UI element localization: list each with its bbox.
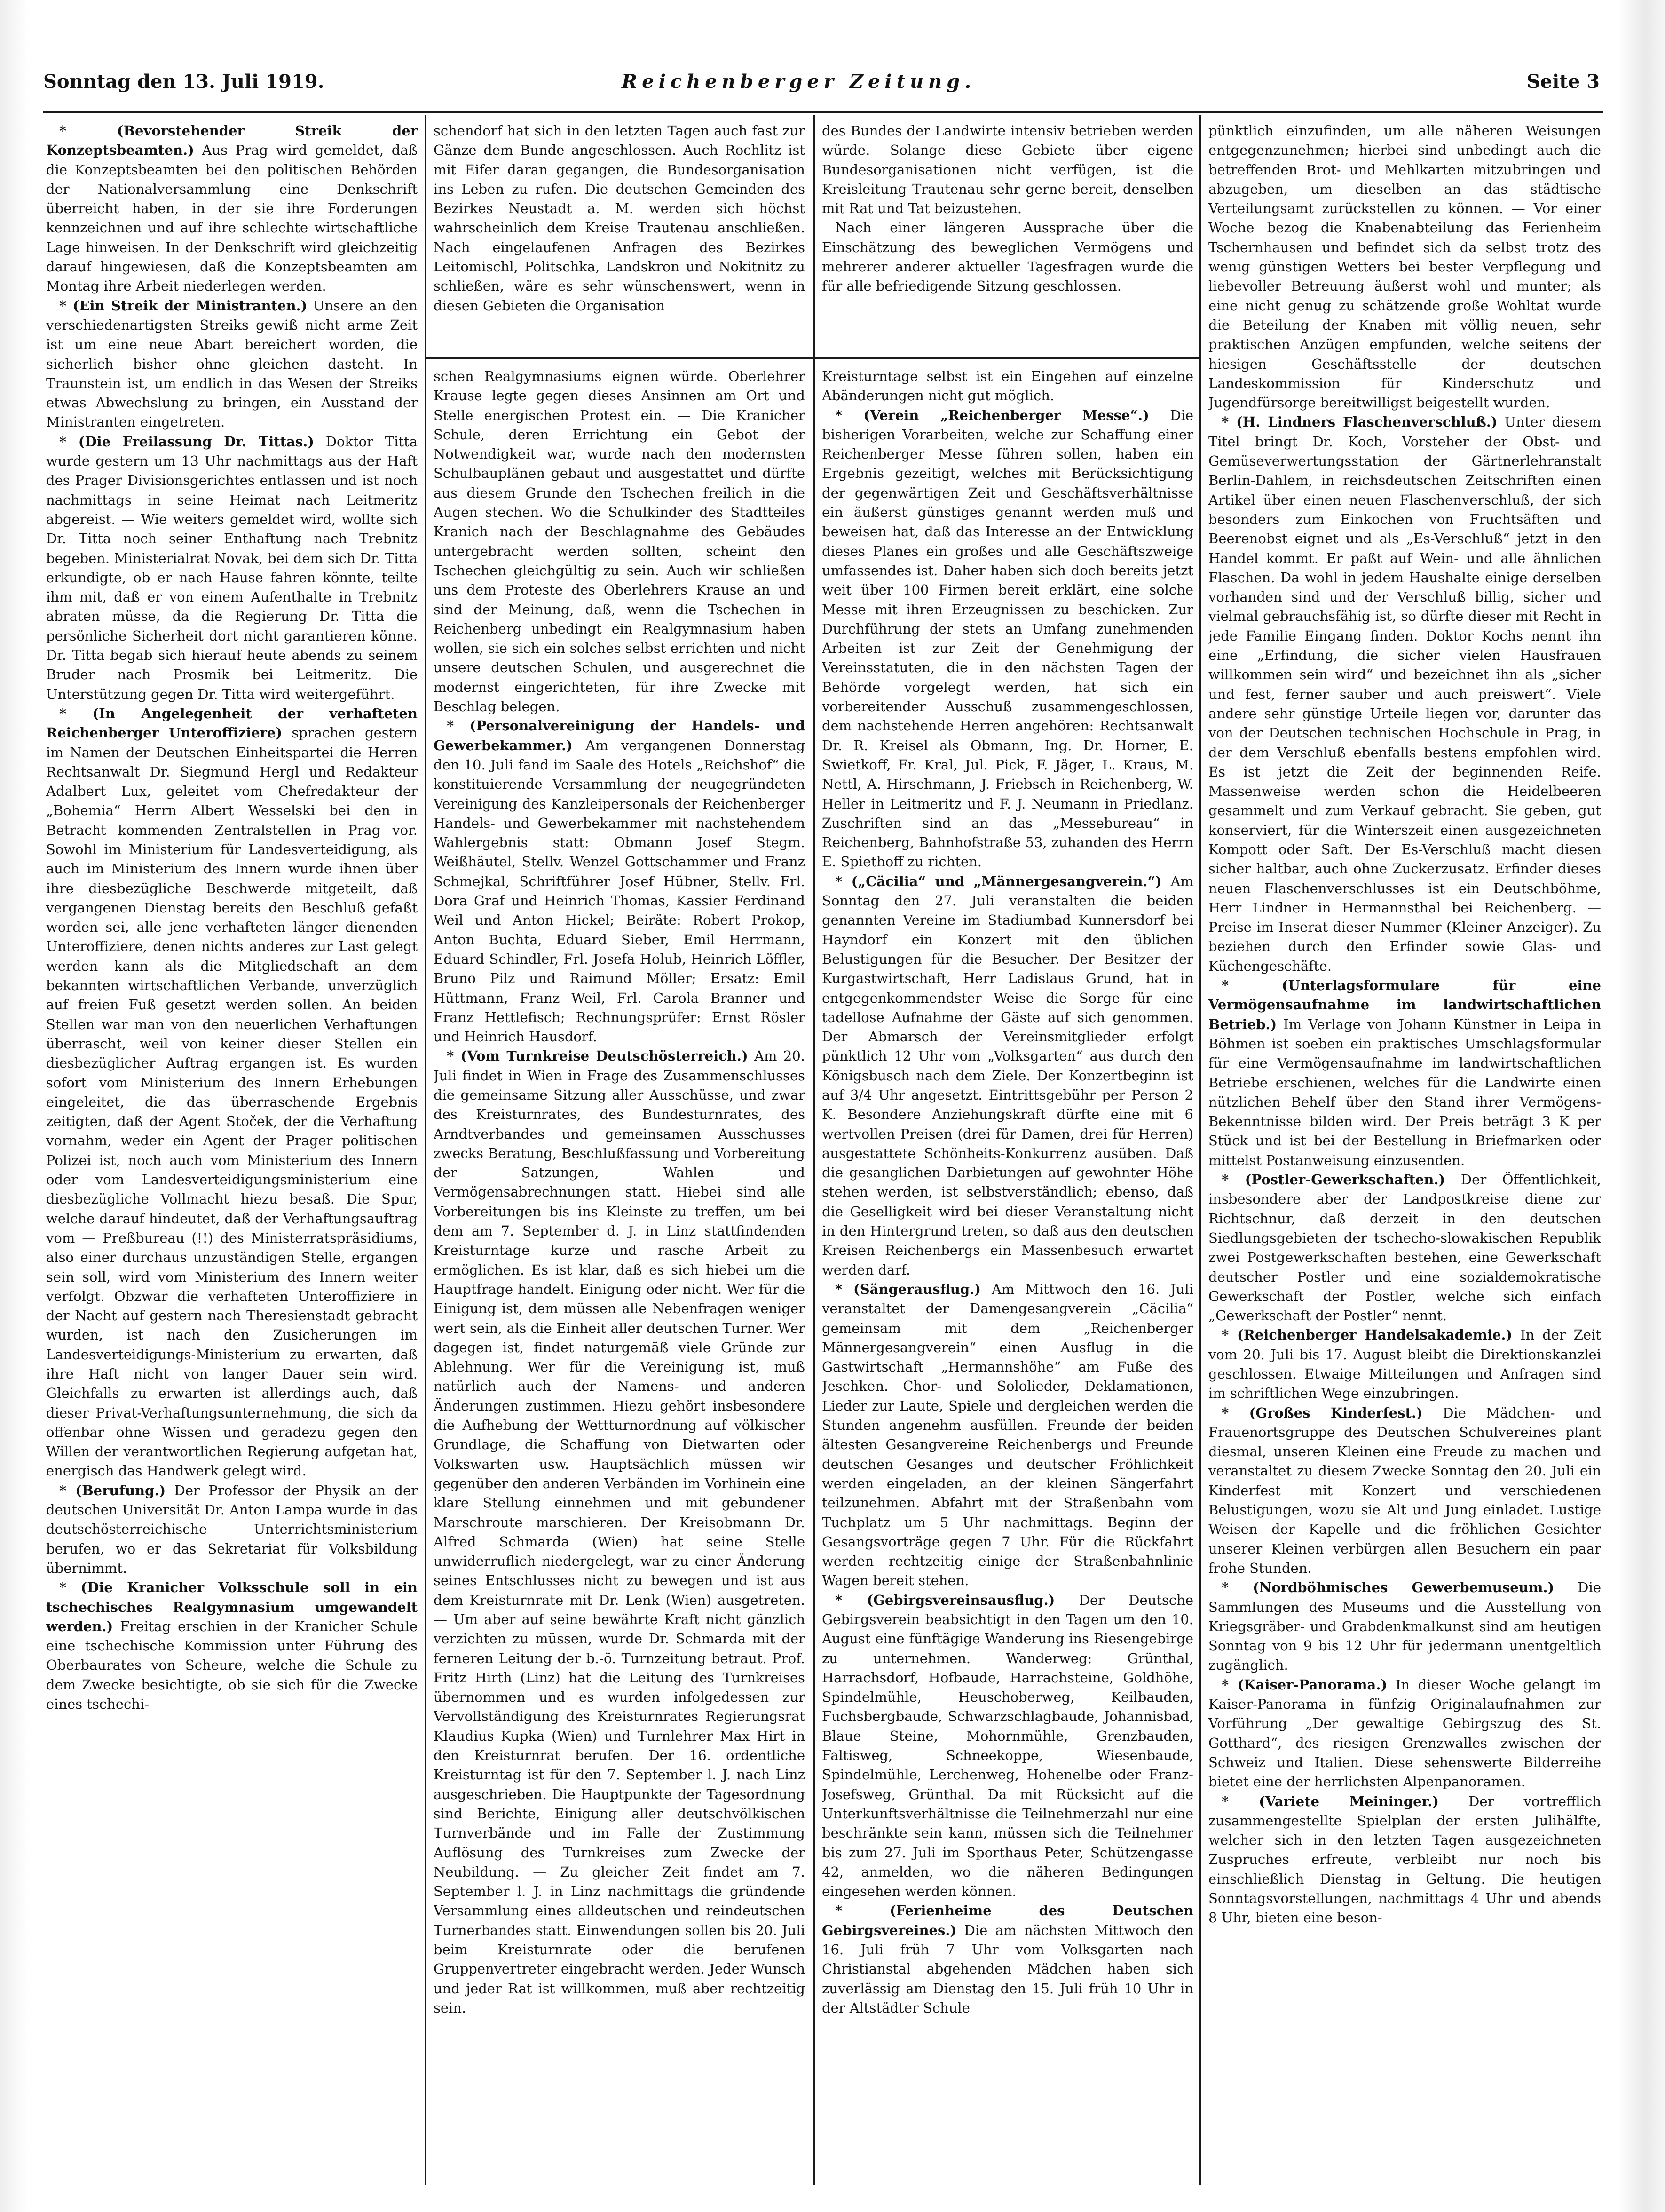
article-text: Der Deutsche Gebirgsverein beabsichtigt in den Tagen um den 10. August eine fünftägige Wanderung ins Riesengebirge zu unternehmen. Wanderweg: Grünthal, Harrachsdorf, Hofbaude, Harrachsteine, Goldhöhe, Spindelmühle, Heuschoberweg, Keilbauden, Fuchsbergbaude, Schwarzschlagbaude, Johannisbad, Blaue Steine, Mohornmühle, Grenzbauden, Faltisweg, Schneekoppe, Wiesenbaude, Spindelmühle, Lerchenweg, Hohenelbe oder Franz-Josefsweg, Grünthal. Da mit Rücksicht auf die Unterkunftsverhältnisse die Teilnehmerzahl nur eine beschränkte sein kann, müssen sich die Teilnehmer bis zum 27. Juli im Sporthaus Peter, Schützengasse 42, anmelden, wo die näheren Bedingungen eingesehen werden können. [822,1592,1193,1900]
article-text: In der Zeit vom 20. Juli bis 17. August bleibt die Direktionskanzlei geschlossen. Etwaige Mitteilungen und Anfragen sind im schriftlichen Wege einzubringen. [1208,1327,1601,1402]
article-heading: * (Unterlagsformulare für eine Vermögensaufnahme im landwirtschaftlichen Betrieb.) [1208,977,1601,1032]
article-paragraph [1208,1170,1601,1325]
article-text: Unter diesem Titel bringt Dr. Koch, Vorsteher der Obst- und Gemüseverwertungsstation der Gärtnerlehranstalt Berlin-Dahlem, in reichsdeutschen Zeitschriften einen Artikel über einen neuen Flaschenverschluß, der sich besonders zum Einkochen von Fruchtsäften und Beerenobst eignet und als „Es-Verschluß“ jetzt in den Handel kommt. Er paßt auf Wein- und alle ähnlichen Flaschen. Da wohl in jedem Haushalte einige derselben vorhanden sind und der Verschluß billig, sicher und vielmal gebrauchsfähig ist, so dürfte dieser mit Recht in jede Familie Eingang finden. Doktor Kochs nennt ihn eine „Erfindung, die sicher vielen Hausfrauen willkommen sein wird“ und bezeichnet ihn als „sicher und fest, ferner sauber und auch preiswert“. Viele andere sehr günstige Urteile liegen vor, darunter das von der Deutschen technischen Hochschule in Prag, in der dem Verschluß ebenfalls bestens empfohlen wird. Es ist jetzt die Zeit der beginnenden Reife. Massenweise werden schon die Heidelbeeren gesammelt und zum Verkauf gebracht. Sie geben, gut konserviert, für die Winterszeit einen ausgezeichneten Kompott oder Saft. Der Es-Verschluß macht diesen sicher haltbar, auch ohne Zuckerzusatz. Erfinder dieses neuen Flaschenverschlusses ist ein Deutschböhme, Herr Lindner in Hermannsthal bei Reichenberg. — Preise im Inserat dieser Nummer (Kleiner Anzeiger). Zu beziehen durch den Erfinder sowie Glas- und Küchengeschäfte. [1208,414,1601,974]
article-text: schen Realgymnasiums eignen würde. Oberlehrer Krause legte gegen dieses Ansinnen am Ort und Stelle energischen Protest ein. — Die Kranicher Schule, deren Errichtung ein Gebot der Notwendigkeit war, wurde nach den modernsten Schulbauplänen gebaut und ausgestattet und dürfte aus diesem Grunde den Tschechen freilich in die Augen stechen. Wo die Schulkinder des Stadtteiles Kranich nach der Beschlagnahme des Gebäudes untergebracht werden sollten, scheint den Tschechen gleichgültig zu sein. Auch wir schließen uns dem Proteste des Oberlehrers Krause an und sind der Meinung, daß, wenn die Tschechen in Reichenberg unbedingt ein Realgymnasium haben wollen, sie sich ein solches selbst errichten und nicht unsere deutschen Schulen, und ausgerechnet die modernst eingerichteten, für ihre Zwecke mit Beschlag belegen. [434,368,805,715]
article-text: Unsere an den verschiedenartigsten Streiks gewiß nicht arme Zeit ist um eine neue Abart bereichert worden, die sicherlich bisher ohne gleichen dasteht. In Traunstein ist, um endlich in das Wesen der Streiks etwas Abwechslung zu bringen, ein Ausstand der Ministranten eingetreten. [46,297,418,430]
article-text: sprachen gestern im Namen der Deutschen Einheitspartei die Herren Rechtsanwalt Dr. Siegmund Hergl und Redakteur Adalbert Lux, geleitet vom Chefredakteur der „Bohemia“ Herrn Albert Wesselski bei den in Betracht kommenden Zentralstellen in Prag vor. Sowohl im Ministerium für Landesverteidigung, als auch im Ministerium des Innern wurde ihnen über ihre diesbezügliche Beschwerde mitgeteilt, daß vergangenen Dienstag bereits den Beschluß gefaßt worden sei, alle jene verhafteten länger dienenden Unteroffiziere, denen nichts anderes zur Last gelegt werden kann als die Mitgliedschaft an dem bekannten wirtschaftlichen Verbande, unverzüglich auf freien Fuß gesetzt werden sollen. An beiden Stellen war man von den neuerlichen Verhaftungen überrascht, weil von keiner dieser Stellen ein diesbezüglicher Auftrag ergangen ist. Es wurden sofort vom Ministerium des Innern Erhebungen eingeleitet, die das überraschende Ergebnis zeitigten, daß der Agent Stoček, der die Verhaftung vornahm, weder ein Agent der Prager politischen Polizei ist, noch auch vom Ministerium des Innern oder vom Landesverteidigungsministerium eine diesbezügliche Vollmacht hiezu besaß. Die Spur, welche darauf hindeutet, daß der Verhaftungsauftrag vom — Preßbureau (!!) des Ministerratspräsidiums, also einer durchaus unzuständigen Stelle, ergangen sein soll, wird vom Ministerium des Innern weiter verfolgt. Obzwar die verhafteten Unteroffiziere in der Nacht auf gestern nach Theresienstadt gebracht wurden, ist nach den Zusicherungen im Landesverteidigungs-Ministerium zu erwarten, daß ihre Haft nicht von langer Dauer sein wird. Gleichfalls zu erwarten ist allerdings auch, daß dieser Privat-Verhaftungsunternehmung, die sich da offenbar ohne Wissen und geradezu gegen den Willen der verantwortlichen Regierung aufgetan hat, energisch das Handwerk gelegt wird. [46,725,418,1479]
article-heading: * (Die Freilassung Dr. Tittas.) [59,433,314,450]
article-paragraph [46,121,418,296]
article-heading: * (Verein „Reichenberger Messe“.) [835,407,1149,423]
article-paragraph [822,218,1193,296]
article-paragraph [1208,121,1601,412]
article-text: pünktlich einzufinden, um alle näheren Weisungen entgegenzunehmen; hierbei sind unbedingt auch die betreffenden Brot- und Mehlkarten mitzubringen und abzugeben, um dieselben an das städtische Verteilungsamt zurückstellen zu können. — Vor einer Woche bezog die Knabenabteilung das Ferienheim Tschernhausen und befindet sich da selbst trotz des wenig günstigen Wetters bei bester Verpflegung und liebevoller Betreuung äußerst wohl und munter; als eine nicht genug zu schätzende große Wohltat wurde die Beteilung der Knaben mit völlig neuen, sehr praktischen Anzügen empfunden, welche seitens der hiesigen Geschäftsstelle der deutschen Landeskommission für Kinderschutz und Jugendfürsorge bereitwilligst beigestellt wurden. [1208,123,1601,411]
article-paragraph [46,1578,418,1714]
column-1 [46,121,418,2188]
article-heading: * (Personalvereinigung der Handels- und Gewerbekammer.) [434,718,805,753]
article-text: Freitag erschien in der Kranicher Schule eine tschechische Kommission unter Führung des Oberbaurates von Scheure, welche die Schule zu dem Zwecke besichtigte, ob sie sich für die Zwecke eines tschechi- [46,1618,418,1713]
article-heading: * (Berufung.) [59,1482,166,1498]
column-3-top [822,121,1193,352]
article-paragraph [1208,1675,1601,1792]
article-heading: * (In Angelegenheit der verhafteten Reichenberger Unteroffiziere) [46,705,418,741]
article-heading: * (Kaiser-Panorama.) [1222,1676,1388,1693]
article-paragraph [1208,1403,1601,1578]
article-text: Im Verlage von Johann Künstner in Leipa in Böhmen ist soeben ein praktisches Umschlagsformular für eine Vermögensaufnahme im landwirtschaftlichen Betriebe erschienen, welches für die Landwirte einen nützlichen Behelf über den Stand ihrer Vermögens-Bekenntnisse bilden wird. Der Preis beträgt 3 K per Stück und ist bei der Bestellung in Briefmarken oder mittelst Postanweisung einzusenden. [1208,1016,1601,1168]
article-text: Aus Prag wird gemeldet, daß die Konzeptsbeamten bei den politischen Behörden der Nationalversammlung eine Denkschrift überreicht haben, in der sie ihre Forderungen kennzeichnen und auf ihre schlechte wirtschaftliche Lage hinweisen. In der Denkschrift wird gleichzeitig darauf hingewiesen, daß die Konzeptsbeamten am Montag ihre Arbeit niederlegen werden. [46,142,418,294]
section-rule [426,357,1199,359]
article-text: Am vergangenen Donnerstag den 10. Juli fand im Saale des Hotels „Reichshof“ die konstituierende Versammlung der neugegründeten Vereinigung des Kanzleipersonals der Reichenberger Handels- und Gewerbekammer mit nachstehendem Wahlergebnis statt: Obmann Josef Stegm. Weißhäutel, Stellv. Wenzel Gottschammer und Franz Schmejkal, Schriftführer Josef Hübner, Stellv. Frl. Dora Graf und Heinrich Thomas, Kassier Ferdinand Weil und Anton Hickel; Beiräte: Robert Prokop, Anton Buchta, Eduard Sieber, Emil Herrmann, Eduard Schindler, Frl. Josefa Holub, Heinrich Löffler, Bruno Pilz und Raimund Möller; Ersatz: Emil Hüttmann, Franz Weil, Frl. Carola Branner und Franz Hettlefisch; Rechnungsprüfer: Ernst Rösler und Heinrich Hausdorf. [434,737,805,1045]
article-paragraph [1208,976,1601,1170]
article-text: Am 20. Juli findet in Wien in Frage des Zusammenschlusses die gemeinsame Sitzung aller Ausschüsse, und zwar des Kreisturnrates, des Bundesturnrates, des Arndtverbandes und gemeinsamen Ausschusses zwecks Beratung, Beschlußfassung und Vorbereitung der Satzungen, Wahlen und Vermögensabrechnungen statt. Hiebei sind alle Vorbereitungen bis ins Kleinste zu treffen, um bei dem am 7. September d. J. in Linz stattfindenden Kreisturntage kurze und rasche Arbeit zu ermöglichen. Es ist klar, daß es sich hiebei um die Hauptfrage handelt. Einigung oder nicht. Wer für die Einigung ist, dem müssen alle Nebenfragen weniger wert sein, als die Einheit aller deutschen Turner. Wer dagegen ist, findet naturgemäß viele Gründe zur Ablehnung. Wer für die Vereinigung ist, muß natürlich auch der Namens- und anderen Änderungen zustimmen. Hiezu gehört insbesondere die Aufhebung der Wettturnordnung auf völkischer Grundlage, die Schaffung von Dietwarten oder Volkswarten usw. Hauptsächlich müssen wir gegenüber den anderen Verbänden im Vorhinein eine klare Stellung einnehmen und mit gebundener Marschroute marschieren. Der Kreisobmann Dr. Alfred Schmarda (Wien) hat seine Stelle unwiderruflich niedergelegt, war zu einer Änderung seines Entschlusses nicht zu bewegen und ist aus dem Kreisturnrate mit Dr. Lenk (Wien) ausgetreten. — Um aber auf seine bewährte Kraft nicht gänzlich verzichten zu müssen, wurde Dr. Schmarda mit der ferneren Leitung der b.-ö. Turnzeitung betraut. Prof. Fritz Hirth (Linz) hat die Leitung des Turnkreises übernommen und es wurden infolgedessen zur Vervollständigung des Kreisturnrates Regierungsrat Klaudius Kupka (Wien) und Turnlehrer Max Hirt in den Kreisturnrat berufen. Der 16. ordentliche Kreisturntag ist für den 7. September l. J. nach Linz ausgeschrieben. Die Hauptpunkte der Tagesordnung sind Berichte, Einigung aller deutschvölkischen Turnverbände und im Falle der Zustimmung Auflösung des Turnkreises zum Zwecke der Neubildung. — Zu gleicher Zeit findet am 7. September l. J. in Linz nachmittags die gründende Versammlung eines alldeutschen und reindeutschen Turnerbandes statt. Einwendungen sollen bis 20. Juli beim Kreisturnrate oder die berufenen Gruppenvertreter eingebracht werden. Jeder Wunsch und jeder Rat ist willkommen, muß aber rechtzeitig sein. [434,1048,805,2016]
column-rule-3 [1199,115,1201,2185]
article-paragraph [822,1280,1193,1591]
article-paragraph [1208,412,1601,976]
article-paragraph [434,367,805,716]
article-heading: * (Reichenberger Handelsakademie.) [1222,1327,1513,1343]
article-heading: * (H. Lindners Flaschenverschluß.) [1222,414,1498,430]
article-heading: * (Ein Streik der Ministranten.) [59,297,308,314]
column-2-top [434,121,805,352]
article-paragraph [822,406,1193,872]
article-heading: * („Cäcilia“ und „Männergesangverein.“) [835,873,1162,889]
article-heading: * (Bevorstehender Streik der Konzeptsbeamten.) [46,123,418,159]
article-paragraph [822,872,1193,1280]
article-paragraph [46,296,418,432]
scan-right-edge [1618,0,1665,2212]
column-2 [434,367,805,2188]
article-paragraph [1208,1325,1601,1403]
scan-left-edge [0,0,28,2212]
article-paragraph [434,121,805,316]
article-paragraph [46,704,418,1481]
column-rule-2 [813,115,815,2185]
article-paragraph [822,1591,1193,1902]
article-heading: * (Gebirgsvereinsausflug.) [835,1592,1055,1608]
article-heading: * (Sängerausflug.) [835,1281,981,1297]
header-page-number: Seite 3 [1526,71,1600,93]
article-heading: * (Nordböhmisches Gewerbemuseum.) [1222,1579,1555,1596]
article-heading: * (Variete Meininger.) [1222,1793,1439,1809]
article-text: Am Mittwoch den 16. Juli veranstaltet der Damengesangverein „Cäcilia“ gemeinsam mit dem „Reichenberger Männergesangverein“ einen Ausflug in die Gastwirtschaft „Hermannshöhe“ am Fuße des Jeschken. Chor- und Sololieder, Deklamationen, Lieder zur Laute, Spiele und dergleichen werden die Stunden angenehm ausfüllen. Freunde der beiden ältesten Gesangvereine Reichenbergs und Freunde deutschen Gesanges und deutscher Fröhlichkeit werden eingeladen, an der kleinen Sängerfahrt teilzunehmen. Abfahrt mit der Straßenbahn vom Tuchplatz um 5 Uhr nachmittags. Beginn der Gesangsvorträge gegen 7 Uhr. Für die Rückfahrt werden rechtzeitig einige der Straßenbahnlinie Wagen bereit stehen. [822,1281,1193,1589]
column-4 [1208,121,1601,2188]
header-title: Reichenberger Zeitung. [622,71,976,93]
article-paragraph [822,121,1193,218]
article-paragraph [1208,1578,1601,1675]
article-heading: * (Postler-Gewerkschaften.) [1222,1172,1445,1188]
article-text: des Bundes der Landwirte intensiv betrieben werden würde. Solange diese Gebiete über eigene Bundesorganisationen nicht verfügen, ist die Kreisleitung Trautenau sehr gerne bereit, denselben mit Rat und Tat beizustehen. [822,123,1193,217]
article-heading: * (Ferienheime des Deutschen Gebirgsvereines.) [822,1903,1193,1938]
article-text: Nach einer längeren Aussprache über die Einschätzung des beweglichen Vermögens und mehrerer anderer aktueller Tagesfragen wurde die für alle befriedigende Sitzung geschlossen. [822,220,1193,294]
article-text: Der vortrefflich zusammengestellte Spielplan der ersten Julihälfte, welcher sich in den letzten Tagen ausgezeichneten Zuspruches erfreute, verbleibt nur noch bis einschließlich Dienstag in Geltung. Die heutigen Sonntagsvorstellungen, nachmittags 4 Uhr und abends 8 Uhr, bieten eine beson- [1208,1793,1601,1926]
article-text: schendorf hat sich in den letzten Tagen auch fast zur Gänze dem Bunde angeschlossen. Auch Rochlitz ist mit Eifer daran gegangen, die Bundesorganisation ins Leben zu rufen. Die deutschen Gemeinden des Bezirkes Neustadt a. M. werden sich höchst wahrscheinlich dem Kreise Trautenau anschließen. Nach eingelaufenen Anfragen des Bezirkes Leitomischl, Politschka, Landskron und Nokitnitz zu schließen, wäre es sehr wünschenswert, wenn in diesen Gebieten die Organisation [434,123,805,314]
article-text: In dieser Woche gelangt im Kaiser-Panorama in fünfzig Originalaufnahmen zur Vorführung „Der gewaltige Gebirgszug des St. Gotthard“, des riesigen Grenzwalles zwischen der Schweiz und Italien. Diese sehenswerte Bilderreihe bietet eine der herrlichsten Alpenpanoramen. [1208,1676,1601,1790]
article-text: Kreisturntage selbst ist ein Eingehen auf einzelne Abänderungen nicht gut möglich. [822,368,1193,404]
article-heading: * (Die Kranicher Volksschule soll in ein tschechisches Realgymnasium umgewandelt werden.) [46,1579,418,1634]
article-text: Doktor Titta wurde gestern um 13 Uhr nachmittags aus der Haft des Prager Divisionsgerichtes entlassen und ist noch nachmittags in seine Heimat nach Leitmeritz abgereist. — Wie weiters gemeldet wird, wollte sich Dr. Titta noch seiner Enthaftung nach Trebnitz begeben. Ministerialrat Novak, bei dem sich Dr. Titta erkundigte, ob er nach Hause fahren könnte, teilte ihm mit, daß er von einem Aufenthalte in Trebnitz abraten müsse, da die Regierung Dr. Titta die persönliche Sicherheit dort nicht garantieren könne. Dr. Titta begab sich hierauf heute abends zu seinem Bruder nach Prosmik bei Leitmeritz. Die Unterstützung gegen Dr. Titta wird weitergeführt. [46,433,418,702]
article-text: Am Sonntag den 27. Juli veranstalten die beiden genannten Vereine im Stadiumbad Kunnersdorf bei Hayndorf ein Konzert mit den üblichen Belustigungen für die Besucher. Der Besitzer der Kurgastwirtschaft, Herr Ladislaus Grund, hat in entgegenkommendster Weise die Sorge für eine tadellose Aufnahme der Gäste auf sich genommen. Der Abmarsch der Vereinsmitglieder erfolgt pünktlich 12 Uhr vom „Volksgarten“ aus durch den Königsbusch nach dem Ziele. Der Konzertbeginn ist auf 3/4 Uhr angesetzt. Eintrittsgebühr per Person 2 K. Besondere Anziehungskraft dürfte eine mit 6 wertvollen Preisen (drei für Damen, drei für Herren) ausgestattete Schönheits-Konkurrenz ausüben. Daß die gesanglichen Darbietungen auf gewohnter Höhe stehen werden, ist selbstverständlich; ebenso, daß die Geselligkeit wird bei dieser Veranstaltung nicht in den Hintergrund treten, so daß aus den deutschen Kreisen Reichenbergs ein Massenbesuch erwartet werden darf. [822,873,1193,1278]
header-rule [43,111,1603,113]
page-header [43,71,1600,103]
article-text: Der Öffentlichkeit, insbesondere aber der Landpostkreise diene zur Richtschnur, daß derzeit in den deutschen Siedlungsgebieten der tschecho-slowakischen Republik zwei Postgewerkschaften bestehen, eine Gewerkschaft deutscher Postler und eine sozialdemokratische Gewerkschaft der Postler, welche sich einfach „Gewerkschaft der Postler“ nennt. [1208,1172,1601,1324]
article-text: Die bisherigen Vorarbeiten, welche zur Schaffung einer Reichenberger Messe führen sollen, haben ein Ergebnis gezeitigt, welches mit Berücksichtigung der gegenwärtigen Zeit und Geschäftsverhältnisse ein äußerst günstiges genannt werden muß und beweisen hat, daß das Interesse an der Entwicklung dieses Planes ein großes und alle Geschäftszweige umfassendes ist. Daher haben sich doch bereits jetzt weit über 100 Firmen bereit erklärt, eine solche Messe mit ihren Erzeugnissen zu beschicken. Zur Durchführung der stets an Umfang zunehmenden Arbeiten ist zur Zeit der Genehmigung der Vereinsstatuten, die in den nächsten Tagen der Behörde vorgelegt werden, hat sich ein vorbereitender Ausschuß zusammengeschlossen, dem nachstehende Herren angehören: Rechtsanwalt Dr. R. Kreisel als Obmann, Ing. Dr. Horner, E. Swietkoff, Fr. Kral, Jul. Pick, F. Jäger, L. Kraus, M. Nettl, A. Hirschmann, J. Friebsch in Reichenberg, W. Heller in Leitmeritz und F. J. Neumann in Priedlanz. Zuschriften sind an das „Messebureau“ in Reichenberg, Bahnhofstraße 53, zuhanden des Herrn E. Spiethoff zu richten. [822,407,1193,870]
article-paragraph [46,1481,418,1578]
article-text: Die Mädchen- und Frauenortsgruppe des Deutschen Schulvereines plant diesmal, unseren Kleinen eine Freude zu machen und veranstaltet zu diesem Zwecke Sonntag den 20. Juli ein Kinderfest mit Konzert und verschiedenen Belustigungen, wozu sie Alt und Jung einladet. Lustige Weisen der Kapelle und die fröhlichen Gesichter unserer Kleinen verbürgen allen Besuchern ein paar frohe Stunden. [1208,1404,1601,1576]
article-paragraph [1208,1792,1601,1928]
article-paragraph [822,1901,1193,2018]
column-3 [822,367,1193,2188]
article-paragraph [434,716,805,1047]
column-rule-1 [425,115,426,2185]
article-text: Die Sammlungen des Museums und die Ausstellung von Kriegsgräber- und Grabdenkmalkunst sind am heutigen Sonntag von 9 bis 12 Uhr für jedermann unentgeltlich zugänglich. [1208,1579,1601,1673]
article-text: Der Professor der Physik an der deutschen Universität Dr. Anton Lampa wurde in das deutschösterreichische Unterrichtsministerium berufen, wo er das Sekretariat für Volksbildung übernimmt. [46,1482,418,1576]
header-date: Sonntag den 13. Juli 1919. [43,71,324,93]
article-text: Die am nächsten Mittwoch den 16. Juli früh 7 Uhr vom Volksgarten nach Christianstal abgehenden Mädchen haben sich zuverlässig am Dienstag den 15. Juli früh 10 Uhr in der Altstädter Schule [822,1922,1193,2016]
article-paragraph [46,432,418,704]
article-paragraph [822,367,1193,406]
article-heading: * (Vom Turnkreise Deutschösterreich.) [447,1048,748,1064]
article-heading: * (Großes Kinderfest.) [1222,1404,1423,1421]
article-paragraph [434,1047,805,2018]
